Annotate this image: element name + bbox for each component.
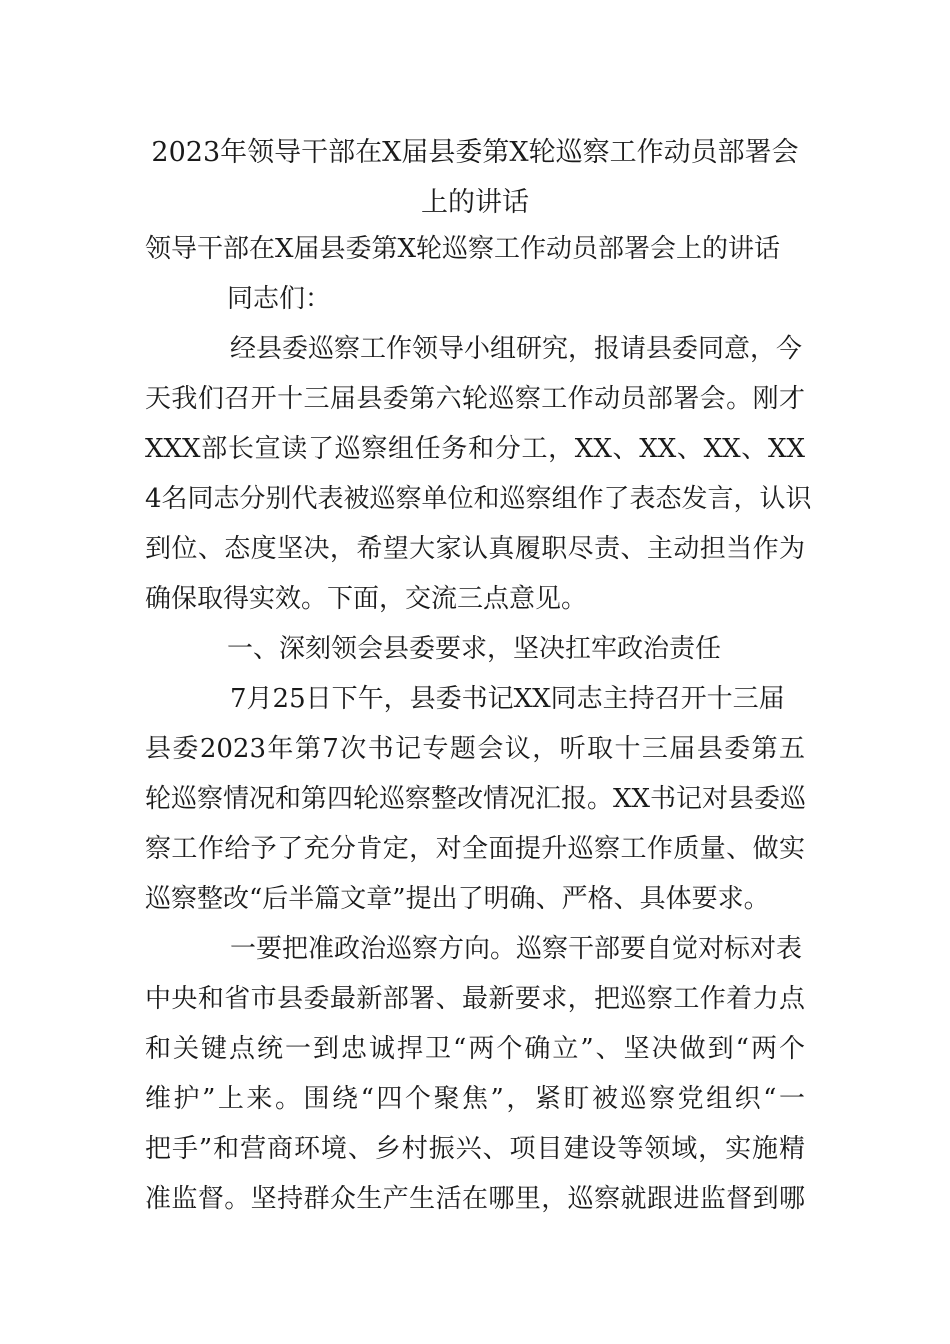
subtitle: 领导干部在X届县委第X轮巡察工作动员部署会上的讲话 [145,234,781,264]
paragraph-line: 一要把准政治巡察方向。巡察干部要自觉对标对表 [230,934,803,964]
paragraph-line: 轮巡察情况和第四轮巡察整改情况汇报。XX书记对县委巡 [145,784,807,814]
paragraph-line: 天我们召开十三届县委第六轮巡察工作动员部署会。刚才 [145,384,805,414]
title-line-2: 上的讲话 [421,187,529,218]
title-line-1: 2023年领导干部在X届县委第X轮巡察工作动员部署会 [151,137,799,168]
paragraph-line: 确保取得实效。下面，交流三点意见。 [145,584,588,614]
paragraph-line: 到位、态度坚决，希望大家认真履职尽责、主动担当作为 [145,534,805,564]
paragraph-line: 和关键点统一到忠诚捍卫“两个确立”、坚决做到“两个 [145,1034,805,1064]
paragraph-line: 县委2023年第7次书记专题会议，听取十三届县委第五 [145,734,805,764]
paragraph-line: 察工作给予了充分肯定，对全面提升巡察工作质量、做实 [145,834,805,864]
paragraph-line: 准监督。坚持群众生产生活在哪里，巡察就跟进监督到哪 [145,1184,805,1214]
salutation: 同志们： [227,284,332,314]
paragraph-line: 中央和省市县委最新部署、最新要求，把巡察工作着力点 [145,984,805,1014]
paragraph-line: 把手”和营商环境、乡村振兴、项目建设等领域，实施精 [145,1134,805,1164]
section-heading: 一、深刻领会县委要求，坚决扛牢政治责任 [227,634,722,664]
paragraph-line: 4名同志分别代表被巡察单位和巡察组作了表态发言，认识 [145,484,812,514]
paragraph-line: 7月25日下午，县委书记XX同志主持召开十三届 [230,684,785,714]
paragraph-line: 维护”上来。围绕“四个聚焦”，紧盯被巡察党组织“一 [145,1084,805,1114]
paragraph-line: 经县委巡察工作领导小组研究，报请县委同意，今 [230,334,803,364]
paragraph-line: XXX部长宣读了巡察组任务和分工，XX、XX、XX、XX [145,434,805,464]
paragraph-line: 巡察整改“后半篇文章”提出了明确、严格、具体要求。 [145,884,770,914]
document-title [145,128,805,228]
